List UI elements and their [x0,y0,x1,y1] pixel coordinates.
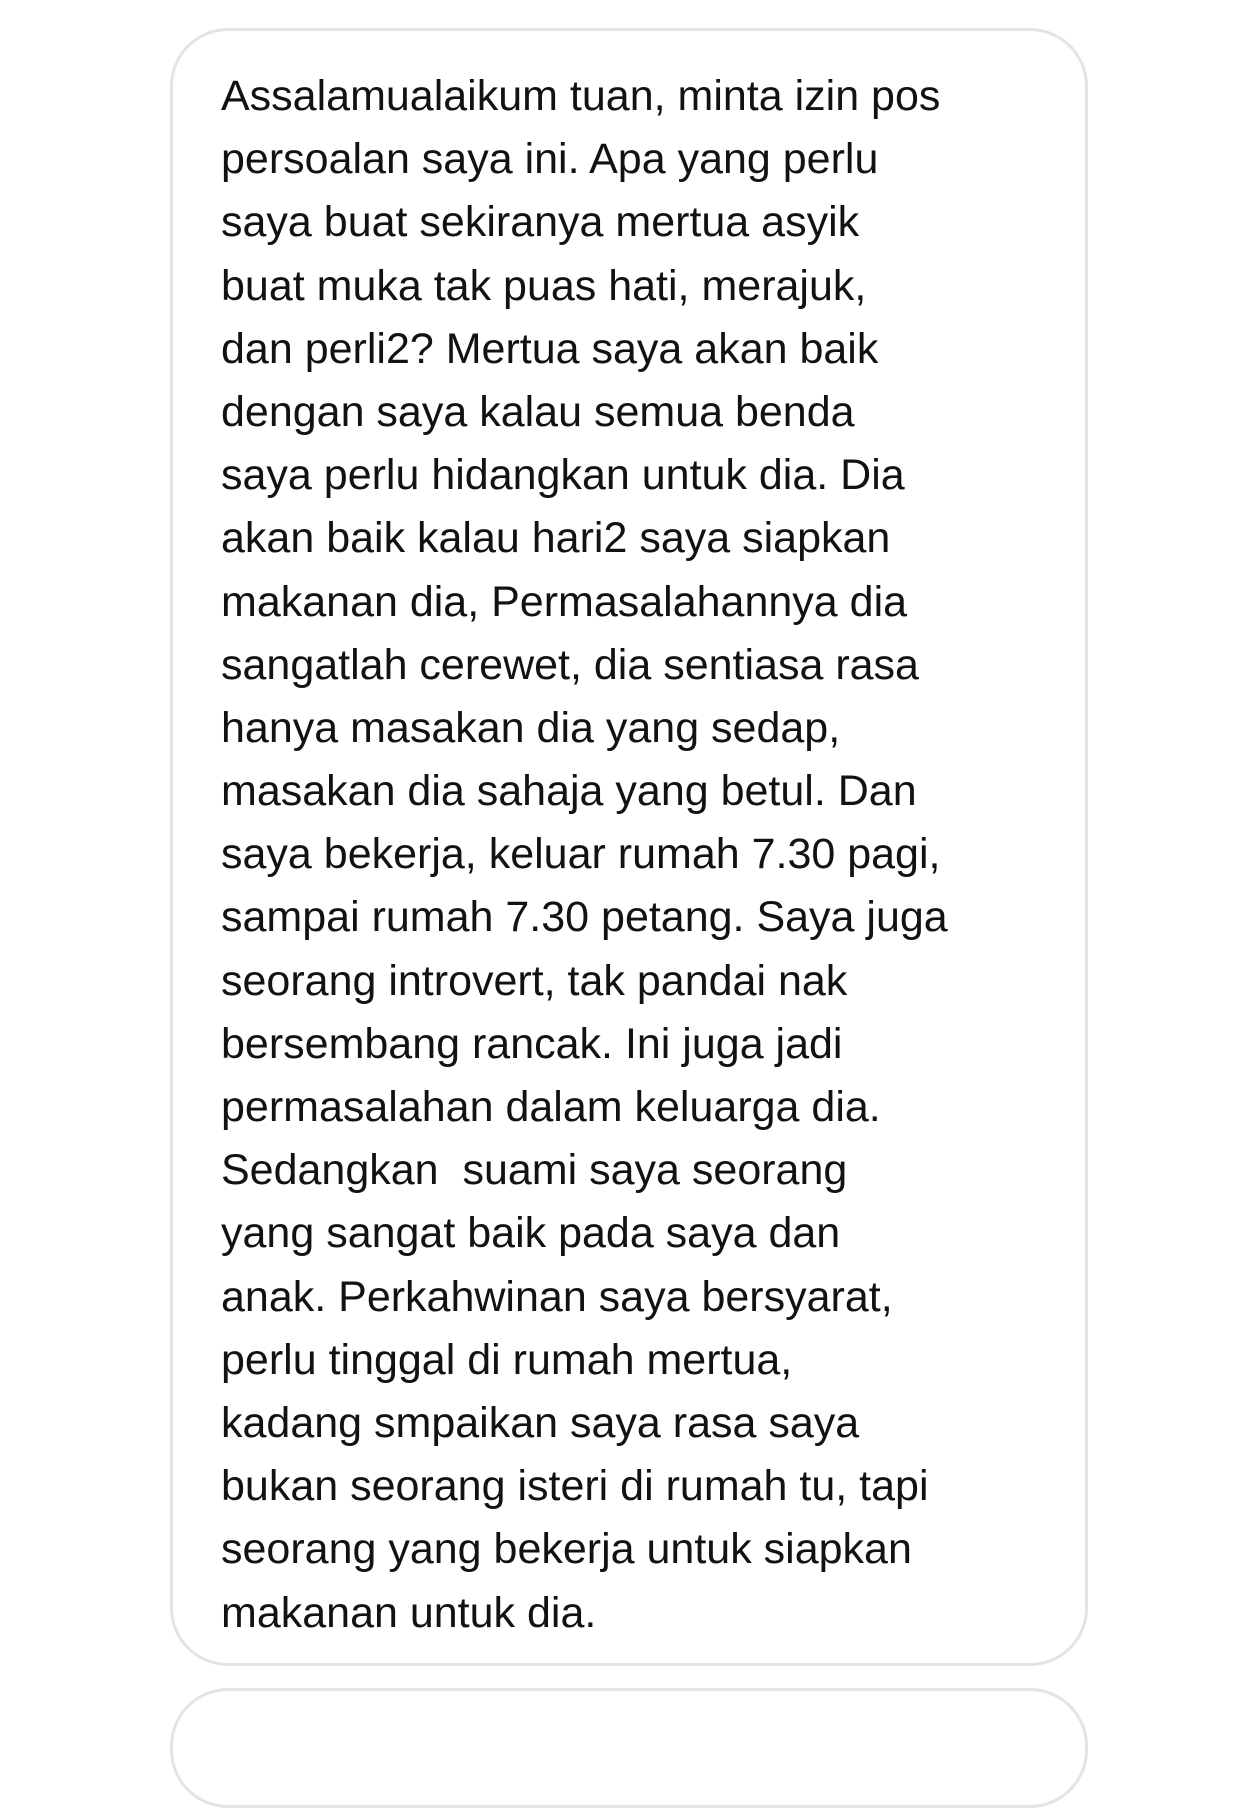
message-line: seorang yang bekerja untuk siapkan [221,1525,912,1574]
message-line: Assalamualaikum tuan, minta izin pos [221,72,941,120]
message-line: permasalahan dalam keluarga dia. [221,1083,881,1131]
message-line: masakan dia sahaja yang betul. Dan [221,767,917,816]
message-line: perlu tinggal di rumah mertua, [221,1335,793,1384]
message-line: makanan untuk dia. [221,1588,597,1637]
message-line: seorang introvert, tak pandai nak [221,956,848,1005]
next-message-bubble[interactable] [170,1688,1088,1808]
message-line: akan baik kalau hari2 saya siapkan [221,514,891,563]
message-line: buat muka tak puas hati, merajuk, [221,261,867,310]
message-line: sangatlah cerewet, dia sentiasa rasa [221,640,919,689]
message-line: hanya masakan dia yang sedap, [221,703,841,752]
message-line: saya perlu hidangkan untuk dia. Dia [221,451,905,500]
message-line: kadang smpaikan saya rasa saya [221,1398,860,1447]
message-line: dan perli2? Mertua saya akan baik [221,324,879,373]
message-bubble[interactable] [170,28,1088,1666]
message-line: saya bekerja, keluar rumah 7.30 pagi, [221,830,941,879]
message-line: bukan seorang isteri di rumah tu, tapi [221,1462,929,1511]
message-line: dengan saya kalau semua benda [221,387,855,436]
message-line: saya buat sekiranya mertua asyik [221,198,860,247]
message-text [221,65,1071,1645]
message-line: persoalan saya ini. Apa yang perlu [221,135,879,184]
message-line: makanan dia, Permasalahannya dia [221,577,908,626]
message-line: bersembang rancak. Ini juga jadi [221,1019,843,1068]
message-line: yang sangat baik pada saya dan [221,1209,841,1258]
message-line: anak. Perkahwinan saya bersyarat, [221,1272,893,1321]
message-line: sampai rumah 7.30 petang. Saya juga [221,893,948,942]
message-line: Sedangkan suami saya seorang [221,1146,848,1195]
